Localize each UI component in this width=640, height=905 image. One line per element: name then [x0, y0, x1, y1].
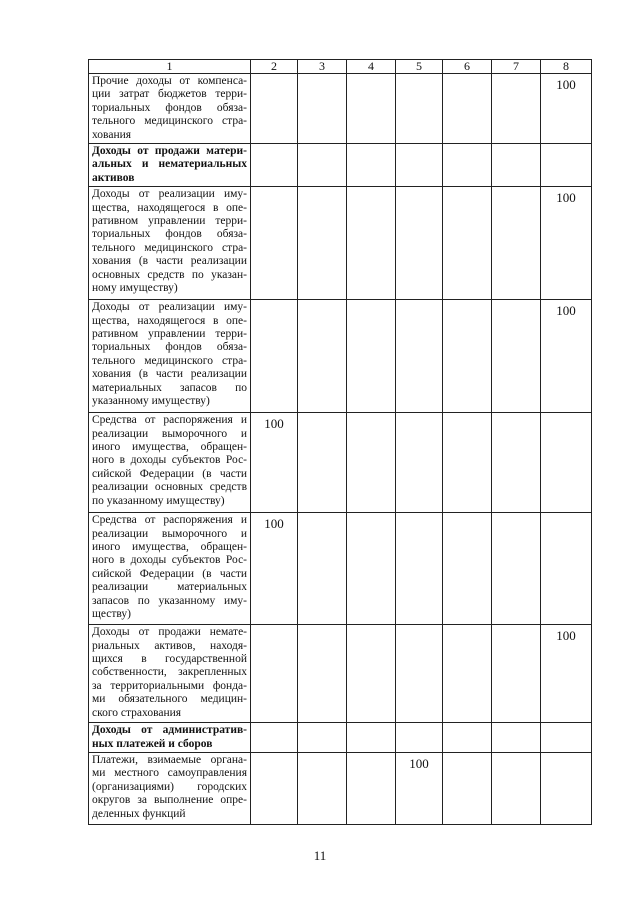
- cell-col-7: [492, 144, 541, 187]
- cell-col-5: [396, 74, 443, 144]
- cell-col-6: [443, 74, 492, 144]
- cell-col-8: [541, 513, 592, 625]
- cell-col-7: [492, 413, 541, 513]
- cell-col-2: [251, 300, 298, 413]
- row-label: Средства от распоряжения и реализации выморочного и иного имущества, обращен-ного в доходы субъектов Рос-сийской Федерации (в части реализации основных средств по указанному имуществу): [89, 413, 251, 513]
- cell-col-8: 100: [541, 74, 592, 144]
- cell-col-6: [443, 144, 492, 187]
- cell-col-8: [541, 413, 592, 513]
- cell-col-4: [347, 187, 396, 300]
- cell-col-5: [396, 723, 443, 753]
- cell-col-6: [443, 513, 492, 625]
- cell-col-3: [298, 144, 347, 187]
- table-row: [89, 413, 592, 513]
- cell-col-8: 100: [541, 187, 592, 300]
- cell-col-2: [251, 187, 298, 300]
- cell-col-6: [443, 413, 492, 513]
- column-header-5: 5: [396, 60, 443, 74]
- table-row: [89, 300, 592, 413]
- column-header-3: 3: [298, 60, 347, 74]
- row-label: Доходы от административ-ных платежей и сборов: [89, 723, 251, 753]
- cell-col-7: [492, 187, 541, 300]
- row-label: Доходы от реализации иму-щества, находящегося в опе-ративном управлении терри-ториальных фондов обяза-тельного медицинского стра-хования (в части реализации основных средств по указан-ному имуществу): [89, 187, 251, 300]
- cell-col-5: [396, 625, 443, 723]
- cell-col-4: [347, 74, 396, 144]
- cell-col-7: [492, 723, 541, 753]
- cell-col-2: [251, 625, 298, 723]
- cell-col-6: [443, 753, 492, 825]
- table-row: [89, 74, 592, 144]
- row-label: Доходы от продажи немате-риальных активов, находя-щихся в государственной собственности, закрепленных за территориальными фонда-ми обязательного медицин-ского страхования: [89, 625, 251, 723]
- cell-col-4: [347, 300, 396, 413]
- row-label: Прочие доходы от компенса-ции затрат бюджетов терри-ториальных фондов обяза-тельного медицинского стра-хования: [89, 74, 251, 144]
- table-row: [89, 144, 592, 187]
- table-row: [89, 723, 592, 753]
- cell-col-6: [443, 625, 492, 723]
- cell-col-3: [298, 74, 347, 144]
- cell-col-2: [251, 753, 298, 825]
- column-header-2: 2: [251, 60, 298, 74]
- column-header-1: 1: [89, 60, 251, 74]
- table-row: [89, 513, 592, 625]
- cell-col-4: [347, 513, 396, 625]
- row-label: Доходы от продажи матери-альных и нематериальных активов: [89, 144, 251, 187]
- header-row: [89, 60, 592, 74]
- cell-col-4: [347, 625, 396, 723]
- cell-col-8: [541, 144, 592, 187]
- cell-col-4: [347, 144, 396, 187]
- cell-col-2: 100: [251, 513, 298, 625]
- column-header-6: 6: [443, 60, 492, 74]
- cell-col-8: [541, 723, 592, 753]
- column-header-7: 7: [492, 60, 541, 74]
- cell-col-5: [396, 300, 443, 413]
- table-row: [89, 187, 592, 300]
- cell-col-6: [443, 187, 492, 300]
- cell-col-5: 100: [396, 753, 443, 825]
- column-header-4: 4: [347, 60, 396, 74]
- cell-col-2: [251, 723, 298, 753]
- cell-col-7: [492, 74, 541, 144]
- cell-col-3: [298, 625, 347, 723]
- cell-col-3: [298, 187, 347, 300]
- cell-col-4: [347, 413, 396, 513]
- table-row: [89, 625, 592, 723]
- cell-col-6: [443, 300, 492, 413]
- page-number: 11: [313, 848, 327, 863]
- cell-col-3: [298, 753, 347, 825]
- cell-col-8: [541, 753, 592, 825]
- cell-col-6: [443, 723, 492, 753]
- row-label: Средства от распоряжения и реализации выморочного и иного имущества, обращен-ного в доходы субъектов Рос-сийской Федерации (в части реализации материальных запасов по указанному иму-ществу): [89, 513, 251, 625]
- cell-col-3: [298, 513, 347, 625]
- cell-col-5: [396, 513, 443, 625]
- cell-col-3: [298, 413, 347, 513]
- row-label: Платежи, взимаемые органа-ми местного самоуправления (организациями) городских округов за выполнение опре-деленных функций: [89, 753, 251, 825]
- table-row: [89, 753, 592, 825]
- cell-col-8: 100: [541, 625, 592, 723]
- cell-col-7: [492, 300, 541, 413]
- revenue-table: [88, 59, 592, 825]
- row-label: Доходы от реализации иму-щества, находящегося в опе-ративном управлении терри-ториальных фондов обяза-тельного медицинского стра-хования (в части реализации материальных запасов по указанному имуществу): [89, 300, 251, 413]
- cell-col-3: [298, 300, 347, 413]
- cell-col-2: 100: [251, 413, 298, 513]
- cell-col-5: [396, 144, 443, 187]
- cell-col-4: [347, 723, 396, 753]
- cell-col-5: [396, 187, 443, 300]
- cell-col-2: [251, 144, 298, 187]
- cell-col-5: [396, 413, 443, 513]
- cell-col-7: [492, 513, 541, 625]
- cell-col-7: [492, 753, 541, 825]
- cell-col-4: [347, 753, 396, 825]
- cell-col-8: 100: [541, 300, 592, 413]
- cell-col-2: [251, 74, 298, 144]
- cell-col-7: [492, 625, 541, 723]
- cell-col-3: [298, 723, 347, 753]
- column-header-8: 8: [541, 60, 592, 74]
